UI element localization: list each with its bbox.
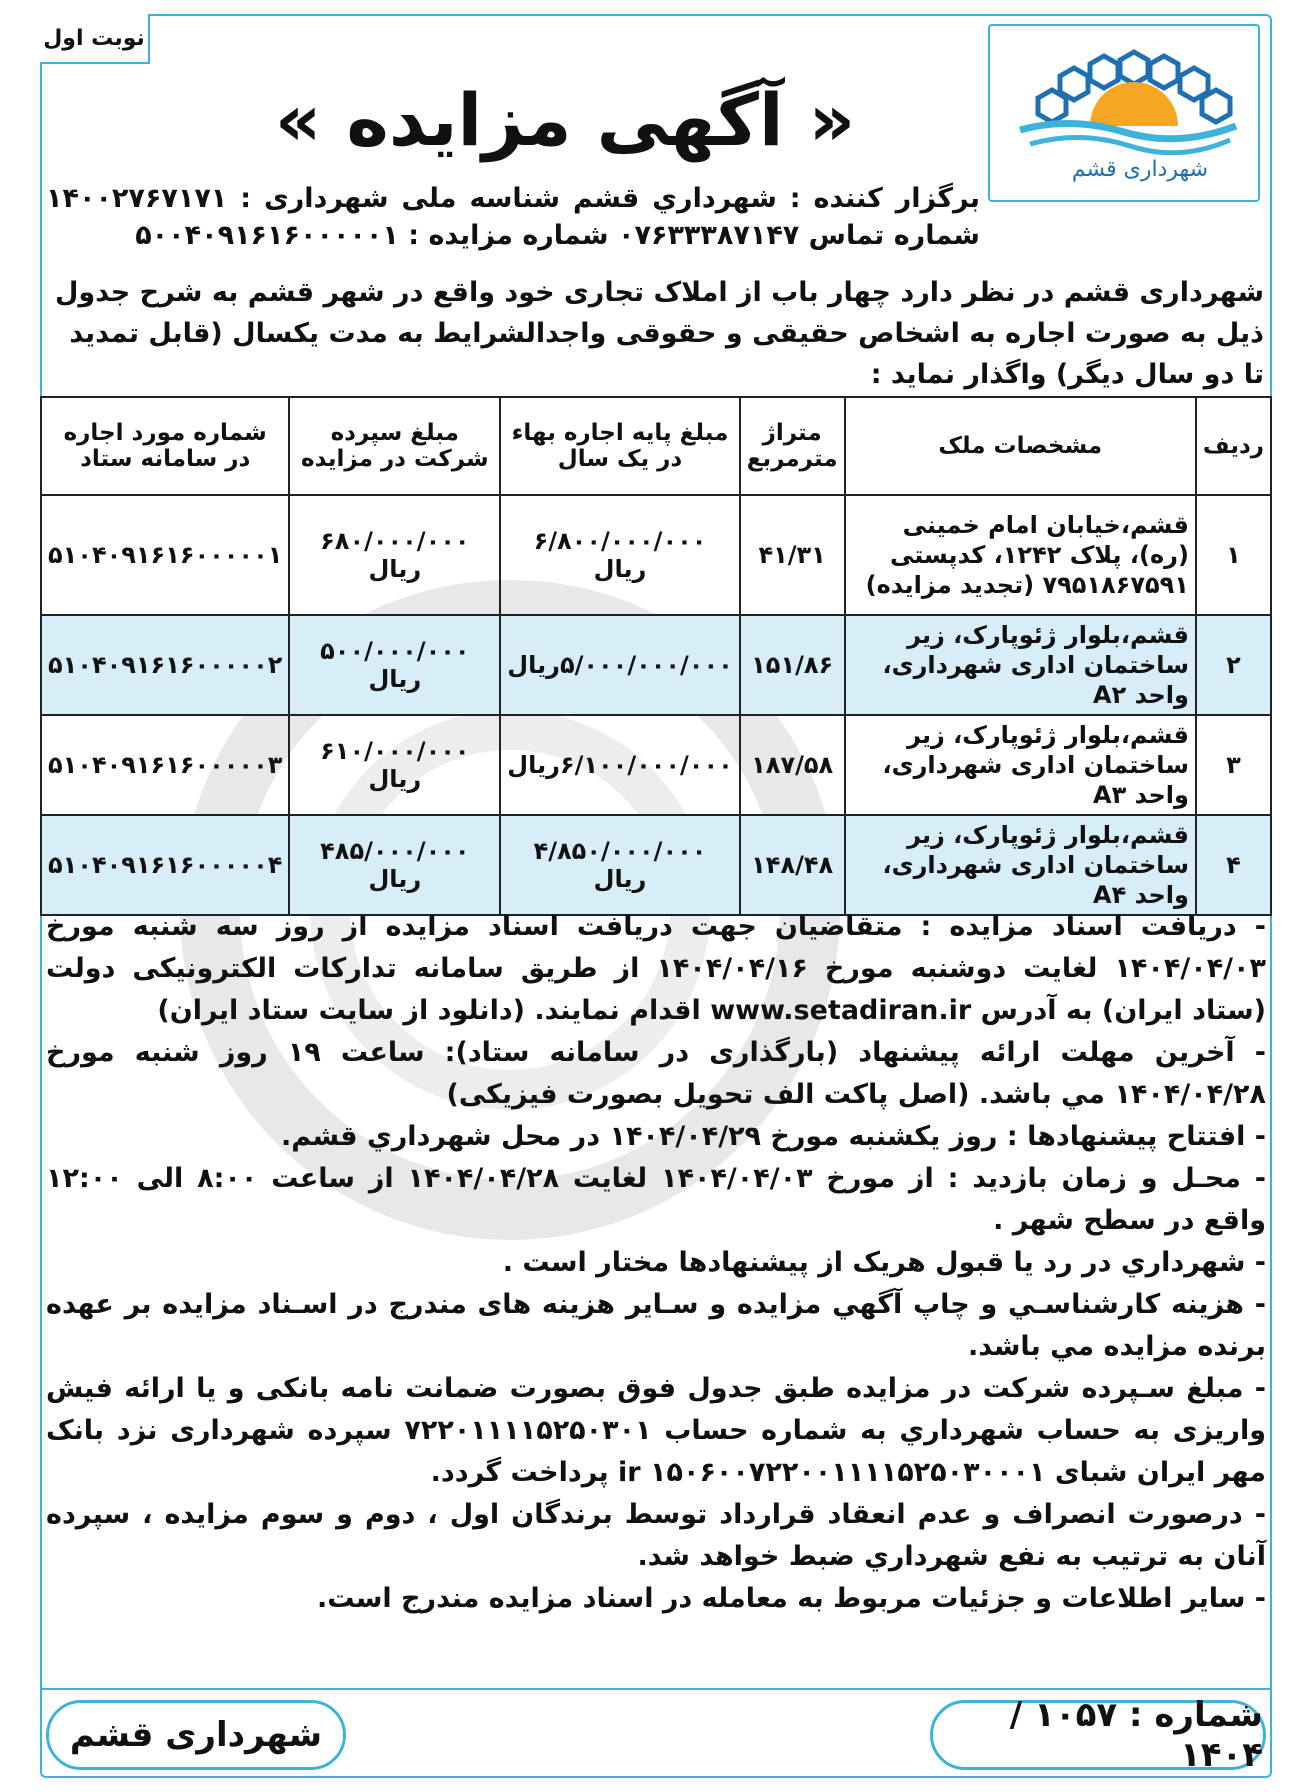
- cell-area: ۱۴۸/۴۸: [740, 815, 845, 915]
- header-base-price: مبلغ پایه اجاره بهاء در یک سال: [500, 397, 739, 495]
- cell-row: ۴: [1196, 815, 1271, 915]
- note-costs: - هزینه کارشناسـي و چاپ آگهي مزایده و سـایر هزینه های مندرج در اسـناد مزایده بر عهده برنده مزایده مي باشد.: [46, 1289, 1266, 1362]
- intro-organizer: برگزار کننده : شهرداري قشم شناسه ملی شهرداری : ۱۴۰۰۲۷۶۷۱۷۱ شماره تماس ۰۷۶۳۳۳۸۷۱۴۷ شماره مزایده : ۵۰۰۴۰۹۱۶۱۶۰۰۰۰۰۱: [46, 183, 980, 251]
- conditions-list: [46, 906, 1266, 1620]
- cell-base: ۵/۰۰۰/۰۰۰/۰۰۰ریال: [500, 615, 739, 715]
- table-row: [41, 715, 1271, 815]
- cell-spec: قشم،بلوار ژئوپارک، زیر ساختمان اداری شهرداری، واحد A۲: [845, 615, 1196, 715]
- note-rights: - شهرداري در رد یا قبول هریک از پیشنهادها مختار است .: [502, 1247, 1266, 1278]
- cell-number: ۵۱۰۴۰۹۱۶۱۶۰۰۰۰۰۱: [41, 495, 289, 615]
- footer-issuer: شهرداری قشم: [46, 1700, 346, 1770]
- edition-badge: نوبت اول: [40, 14, 150, 64]
- footer-divider: [40, 1688, 1272, 1690]
- table-row: [41, 815, 1271, 915]
- page-title: « آگهی مزایده »: [274, 78, 856, 162]
- intro-description: شهرداری قشم در نظر دارد چهار باب از املاک تجاری خود واقع در شهر قشم به شرح جدول ذیل به صورت اجاره به اشخاص حقیقی و حقوقی واجدالشرایط به مدت یکسال (قابل تمدید تا دو سال دیگر) واگذار نماید :: [54, 277, 1264, 390]
- cell-base: ۶/۸۰۰/۰۰۰/۰۰۰ ریال: [500, 495, 739, 615]
- cell-deposit: ۴۸۵/۰۰۰/۰۰۰ ریال: [289, 815, 500, 915]
- cell-row: ۳: [1196, 715, 1271, 815]
- cell-spec: قشم،بلوار ژئوپارک، زیر ساختمان اداری شهرداری، واحد A۴: [845, 815, 1196, 915]
- note-visit: - محـل و زمان بازدید : از مورخ ۱۴۰۴/۰۴/۰۳ لغایت ۱۴۰۴/۰۴/۲۸ از ساعت ۸:۰۰ الی ۱۲:۰۰ واقع در سطح شهر .: [46, 1163, 1266, 1236]
- cell-area: ۱۵۱/۸۶: [740, 615, 845, 715]
- cell-deposit: ۶۱۰/۰۰۰/۰۰۰ ریال: [289, 715, 500, 815]
- cell-area: ۱۸۷/۵۸: [740, 715, 845, 815]
- header-spec: مشخصات ملک: [845, 397, 1196, 495]
- note-opening: - افتتاح پیشنهادها : روز یکشنبه مورخ ۱۴۰۴/۰۴/۲۹ در محل شهرداري قشم.: [281, 1121, 1266, 1152]
- footer-issue-number: شماره : ۱۰۵۷ / ۱۴۰۴: [930, 1700, 1266, 1770]
- cell-base: ۶/۱۰۰/۰۰۰/۰۰۰ریال: [500, 715, 739, 815]
- cell-area: ۴۱/۳۱: [740, 495, 845, 615]
- note-documents: - دریافت اسناد مزایده : متقاضیان جهت دریافت اسناد مزایده از روز سه شنبه مورخ ۱۴۰۴/۰۴/۰۳ لغایت دوشنبه مورخ ۱۴۰۴/۰۴/۱۶ از طریق سامانه تدارکات الکترونیکی دولت (ستاد ایران) به آدرس www.setadiran.ir اقدام نمایند. (دانلود از سایت ستاد ایران): [46, 911, 1266, 1026]
- note-deadline: - آخرین مهلت ارائه پیشنهاد (بارگذاری در سامانه ستاد): ساعت ۱۹ روز شنبه مورخ ۱۴۰۴/۰۴/۲۸ مي باشد. (اصل پاکت الف تحویل بصورت فیزیکی): [46, 1037, 1266, 1110]
- note-other: - سایر اطلاعات و جزئیات مربوط به معامله در اسناد مزایده مندرج است.: [317, 1583, 1266, 1614]
- table-row: [41, 615, 1271, 715]
- logo-icon: [990, 26, 1258, 200]
- note-deposit: - مبلغ سـپرده شرکت در مزایده طبق جدول فوق بصورت ضمانت نامه بانکی و یا ارائه فیش واریزی به حساب شهرداري به شماره حساب ۷۲۲۰۱۱۱۱۵۲۵۰۳۰۱ سپرده شهرداری نزد بانک مهر ایران شبای ir ۱۵۰۶۰۰۷۲۲۰۰۱۱۱۱۵۲۵۰۳۰۰۰۱ پرداخت گردد.: [46, 1373, 1266, 1488]
- header-setad-number: شماره مورد اجاره در سامانه ستاد: [41, 397, 289, 495]
- header-area: متراژ مترمربع: [740, 397, 845, 495]
- cell-spec: قشم،خیابان امام خمینی (ره)، پلاک ۱۲۴۲، کدپستی ۷۹۵۱۸۶۷۵۹۱ (تجدید مزایده): [845, 495, 1196, 615]
- table-row: [41, 495, 1271, 615]
- logo-caption: شهرداری قشم: [1071, 157, 1209, 182]
- municipality-logo: [988, 24, 1260, 202]
- table-header-row: [41, 397, 1271, 495]
- cell-number: ۵۱۰۴۰۹۱۶۱۶۰۰۰۰۰۳: [41, 715, 289, 815]
- header-row-number: ردیف: [1196, 397, 1271, 495]
- cell-number: ۵۱۰۴۰۹۱۶۱۶۰۰۰۰۰۴: [41, 815, 289, 915]
- cell-row: ۱: [1196, 495, 1271, 615]
- properties-table: [40, 396, 1272, 916]
- cell-number: ۵۱۰۴۰۹۱۶۱۶۰۰۰۰۰۲: [41, 615, 289, 715]
- header-deposit: مبلغ سپرده شرکت در مزایده: [289, 397, 500, 495]
- cell-row: ۲: [1196, 615, 1271, 715]
- note-forfeit: - درصورت انصراف و عدم انعقاد قرارداد توسط برندگان اول ، دوم و سوم مزایده ، سپرده آنان به ترتیب به نفع شهرداري ضبط خواهد شد.: [46, 1499, 1266, 1572]
- cell-deposit: ۶۸۰/۰۰۰/۰۰۰ ریال: [289, 495, 500, 615]
- cell-spec: قشم،بلوار ژئوپارک، زیر ساختمان اداری شهرداری، واحد A۳: [845, 715, 1196, 815]
- cell-base: ۴/۸۵۰/۰۰۰/۰۰۰ ریال: [500, 815, 739, 915]
- cell-deposit: ۵۰۰/۰۰۰/۰۰۰ ریال: [289, 615, 500, 715]
